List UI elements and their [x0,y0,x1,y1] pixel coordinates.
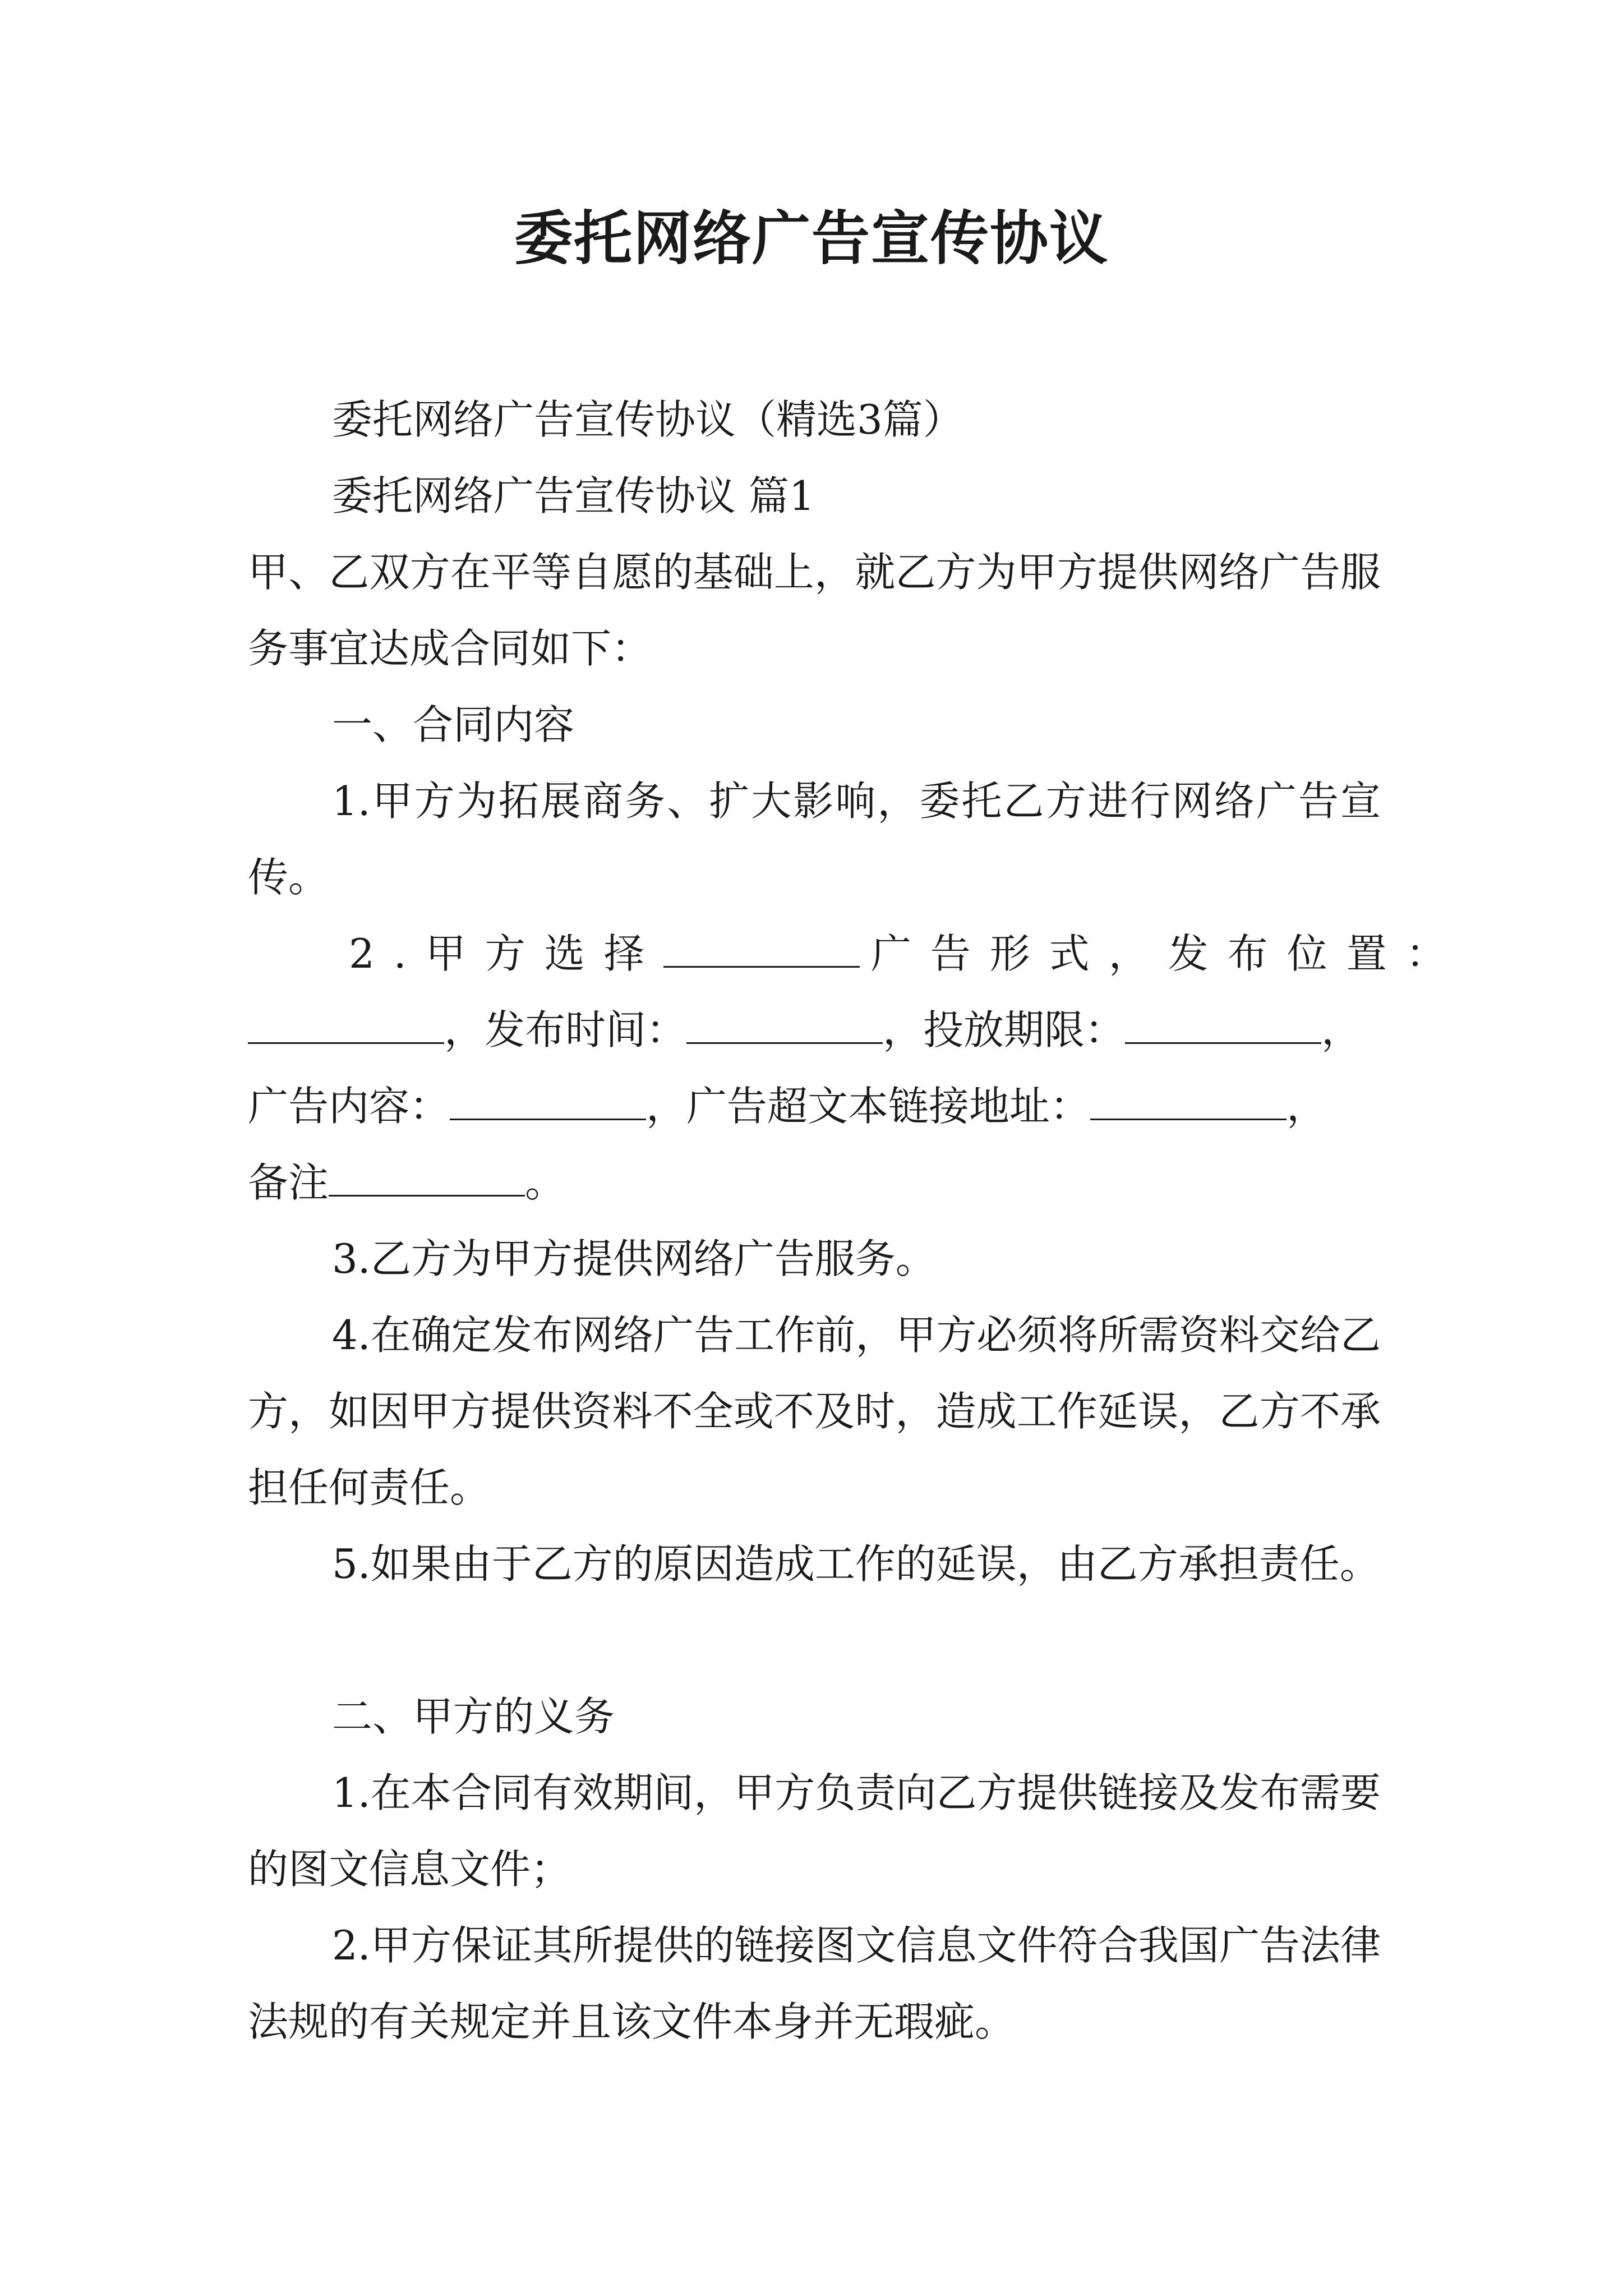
clause-1-2-prefix: 2.甲方选择 [349,930,663,977]
subtitle: 委托网络广告宣传协议（精选3篇） [332,396,963,443]
section-heading: 委托网络广告宣传协议 篇1 [332,472,815,519]
blank-time [686,1010,883,1044]
blank-remark [329,1162,525,1197]
clause-1-2-comma-2: ， [1287,1083,1327,1130]
clause-1-1: 1.甲方为拓展商务、扩大影响，委托乙方进行网络广告宣传。 [248,777,1381,901]
clause-1-2-link-label: ，广告超文本链接地址： [646,1083,1091,1130]
clause-1-3: 3.乙方为甲方提供网络广告服务。 [332,1235,936,1282]
clause-1-2-remark-label: 备注 [248,1159,329,1206]
clause-1-2-period-label: ，投放期限： [883,1006,1126,1053]
clause-1-2-content-label: 广告内容： [248,1083,450,1130]
clause-1-5: 5.如果由于乙方的原因造成工作的延误，由乙方承担责任。 [332,1540,1380,1588]
part2-heading: 二、甲方的义务 [332,1693,615,1740]
clause-2-2: 2.甲方保证其所提供的链接图文信息文件符合我国广告法律法规的有关规定并且该文件本身并无瑕疵。 [248,1922,1381,2045]
clause-1-2-time-label: ，发布时间： [444,1006,687,1053]
clause-1-2-line3 [248,1068,1381,1144]
clause-1-2-line2 [248,992,1381,1068]
clause-1-4: 4.在确定发布网络广告工作前，甲方必须将所需资料交给乙方，如因甲方提供资料不全或不及时，造成工作延误，乙方不承担任何责任。 [248,1312,1381,1511]
clause-1-2-line1 [248,915,1465,992]
blank-content [450,1086,646,1120]
blank-position [248,1010,444,1044]
clause-1-2-form-label: 广告形式，发布位置： [870,930,1465,977]
clause-1-2-line4 [248,1144,1381,1221]
intro-paragraph: 甲、乙双方在平等自愿的基础上，就乙方为甲方提供网络广告服务事宜达成合同如下： [248,549,1381,672]
blank-link [1090,1086,1287,1120]
clause-2-1: 1.在本合同有效期间，甲方负责向乙方提供链接及发布需要的图文信息文件； [248,1769,1381,1893]
document-title: 委托网络广告宣传协议 [514,204,1109,273]
blank-period [1125,1010,1321,1044]
blank-ad-form [663,933,860,968]
part1-heading: 一、合同内容 [332,701,575,748]
clause-1-2-end: 。 [525,1159,566,1206]
clause-1-2-comma: ， [1321,1006,1362,1053]
